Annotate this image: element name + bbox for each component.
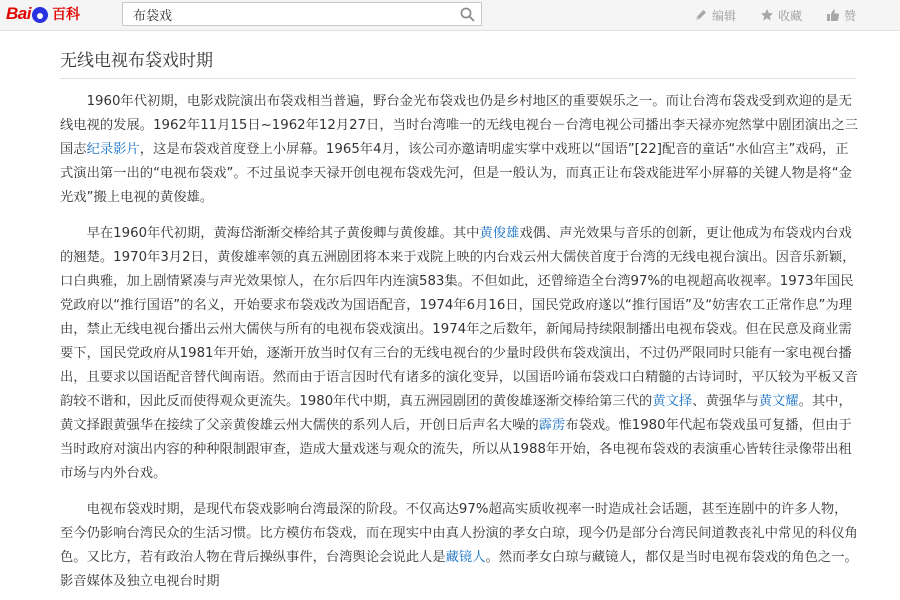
link-documentary[interactable]: 纪录影片 bbox=[86, 142, 140, 157]
text-run: 电视布袋戏时期，是现代布袋戏影响台湾最深的阶段。不仅高达97%超高实质收视率一时造成社会话题，甚至连剧中的许多人物，至今仍影响台湾民众的生活习惯。比方模仿布袋戏，而在现实中由真人扮演的孝女白琼，现今仍是部分台湾民间道教丧礼中常见的科仪角色。又比方，若有政治人物在背后操纵事件，台湾舆论会说此人是 bbox=[60, 502, 858, 565]
edit-label: 编辑 bbox=[711, 8, 736, 23]
text-run: 布袋戏。惟1980年代起布袋戏虽可复播，但由于当时政府对演出内容的种种限制跟审查，造成大量戏迷与观众的流失，所以从1988年开始，各电视布袋戏的表演重心皆转往录像带出租市场与内外台戏。 bbox=[60, 418, 852, 481]
search-box bbox=[122, 2, 482, 26]
text-run: 早在1960年代初期，黄海岱渐渐交棒给其子黄俊卿与黄俊雄。其中 bbox=[86, 226, 480, 241]
like-label: 赞 bbox=[843, 8, 856, 23]
page-actions bbox=[670, 0, 900, 30]
link-huang-wenyao[interactable]: 黄文耀 bbox=[758, 394, 799, 409]
logo-text-bai: Bai bbox=[6, 4, 31, 23]
collect-button[interactable] bbox=[760, 7, 802, 24]
text-run: ，这是布袋戏首度登上小屏幕。1965年4月，该公司亦邀请明虚实掌中戏班以“国语”[22]配音的童话“水仙宫主”戏码，正式演出第一出的“电视布袋戏”。不过虽说李天禄开创电视布袋戏先河，但是一般认为，而真正让布袋戏能进军小屏幕的关键人物是将“金光戏”搬上电视的黄俊雄。 bbox=[60, 142, 852, 205]
like-button[interactable] bbox=[826, 7, 856, 24]
section-title: 无线电视布袋戏时期 bbox=[60, 51, 213, 71]
article-content bbox=[60, 30, 860, 594]
text-run: 、黄强华与 bbox=[692, 394, 759, 409]
search-input[interactable] bbox=[123, 3, 453, 25]
link-pili[interactable]: 霹雳 bbox=[538, 418, 566, 433]
text-run: 戏偶、声光效果与音乐的创新，更让他成为布袋戏内台戏的翘楚。1970年3月2日，黄俊雄率领的真五洲剧团将本来于戏院上映的内台戏云州大儒侠首度于台湾的无线电视台演出。因音乐新颖，口白典雅，加上剧情紧凑与声光效果惊人，在尔后四年内连演583集。不但如此，还曾缔造全台湾97%的电视超高收视率。1973年国民党政府以“推行国语”的名义，开始要求布袋戏改为国语配音，1974年6月16日，国民党政府遂以“推行国语”及“妨害农工正常作息”为理由，禁止无线电视台播出云州大儒侠与所有的电视布袋戏演出。1974年之后数年，新闻局持续限制播出电视布袋戏。但在民意及商业需要下，国民党政府从1981年开始，逐渐开放当时仅有三台的无线电视台的少量时段供布袋戏演出，不过仍严限同时只能有一家电视台播出，且要求以国语配音替代闽南语。然而由于语言因时代有诸多的演化变异，以国语吟诵布袋戏口白精髓的古诗词时，平仄较为平板又音韵较不谐和，因此反而使得观众更流失。1980年代中期，真五洲园剧团的黄俊雄逐渐交棒给第三代的 bbox=[60, 226, 858, 409]
baidu-baike-logo[interactable] bbox=[6, 3, 80, 25]
link-cangjingren[interactable]: 藏镜人 bbox=[445, 550, 486, 565]
logo-text-baike: 百科 bbox=[51, 6, 80, 22]
title-divider bbox=[60, 78, 856, 79]
search-button[interactable] bbox=[453, 3, 481, 25]
link-huang-wenze[interactable]: 黄文择 bbox=[652, 394, 693, 409]
paragraph-3 bbox=[60, 498, 860, 594]
edit-button[interactable] bbox=[694, 7, 736, 24]
text-run: 。然而孝女白琼与藏镜人，都仅是当时电视布袋戏的角色之一。影音媒体及独立电视台时期 bbox=[60, 550, 858, 589]
text-run: 。其中，黄文择跟黄强华在接续了父亲黄俊雄云州大儒侠的系列人后，开创日后声名大噪的 bbox=[60, 394, 852, 433]
paragraph-1 bbox=[60, 90, 860, 210]
star-icon bbox=[760, 8, 774, 22]
paragraph-2 bbox=[60, 222, 860, 486]
text-run: 1960年代初期，电影戏院演出布袋戏相当普遍，野台金光布袋戏也仍是乡村地区的重要娱乐之一。而让台湾布袋戏受到欢迎的是无线电视的发展。1962年11月15日~1962年12月27日，当时台湾唯一的无线电视台－台湾电视公司播出李天禄亦宛然掌中剧团演出之三国志 bbox=[60, 94, 859, 157]
pencil-icon bbox=[694, 8, 708, 22]
collect-label: 收藏 bbox=[777, 8, 802, 23]
thumbs-up-icon bbox=[826, 8, 840, 22]
paw-icon bbox=[32, 7, 48, 23]
link-huang-junxiong[interactable]: 黄俊雄 bbox=[479, 226, 520, 241]
search-icon bbox=[460, 7, 475, 22]
top-bar bbox=[0, 0, 900, 31]
